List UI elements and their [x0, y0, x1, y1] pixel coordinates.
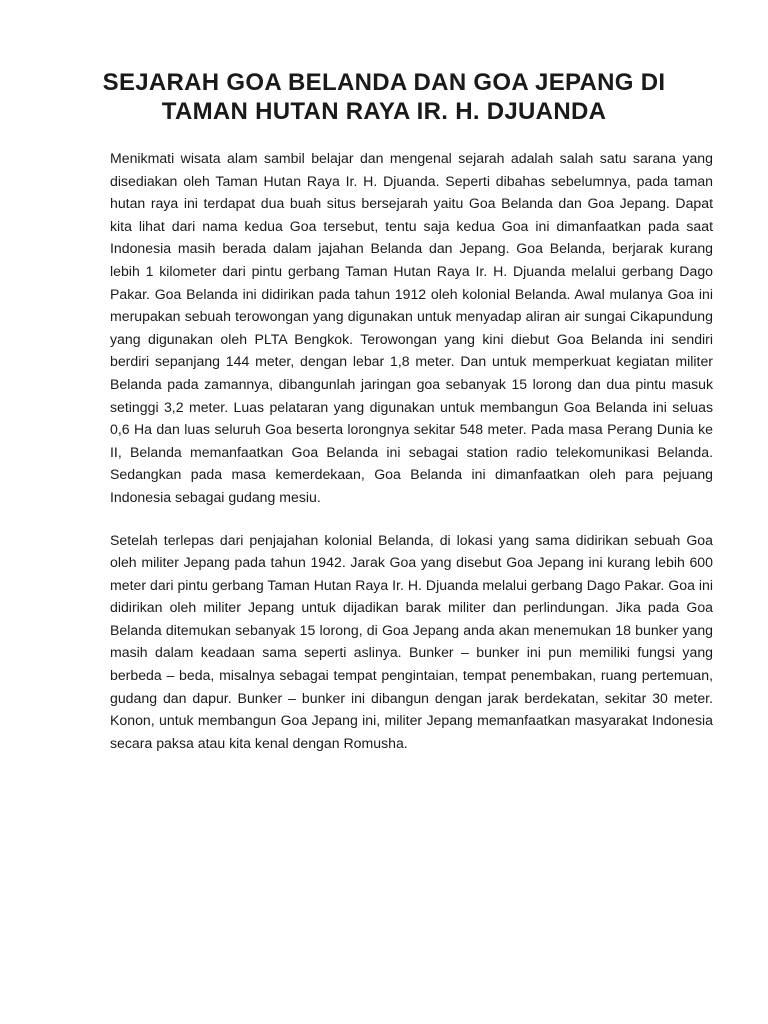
title-line-2: TAMAN HUTAN RAYA IR. H. DJUANDA	[161, 98, 607, 125]
paragraph-goa-jepang: Setelah terlepas dari penjajahan kolonial Belanda, di lokasi yang sama didirikan sebuah Goa oleh militer Jepang pada tahun 1942. Jarak Goa yang disebut Goa Jepang ini kurang lebih 600 meter dari pintu gerbang Taman Hutan Raya Ir. H. Djuanda melalui gerbang Dago Pakar. Goa ini didirikan oleh militer Jepang untuk dijadikan barak militer dan perlindungan. Jika pada Goa Belanda ditemukan sebanyak 15 lorong, di Goa Jepang anda akan menemukan 18 bunker yang masih dalam keadaan sama seperti aslinya. Bunker – bunker ini pun memiliki fungsi yang berbeda – beda, misalnya sebagai tempat pengintaian, tempat penembakan, ruang pertemuan, gudang dan dapur. Bunker – bunker ini dibangun dengan jarak berdekatan, sekitar 30 meter. Konon, untuk membangun Goa Jepang ini, militer Jepang memanfaatkan masyarakat Indonesia secara paksa atau kita kenal dengan Romusha.	[110, 531, 713, 751]
document-body	[110, 147, 713, 754]
paragraph-goa-belanda: Menikmati wisata alam sambil belajar dan mengenal sejarah adalah salah satu sarana yang disediakan oleh Taman Hutan Raya Ir. H. Djuanda. Seperti dibahas sebelumnya, pada taman hutan raya ini terdapat dua buah situs bersejarah yaitu Goa Belanda dan Goa Jepang. Dapat kita lihat dari nama kedua Goa tersebut, tentu saja kedua Goa ini dimanfaatkan pada saat Indonesia masih berada dalam jajahan Belanda dan Jepang. Goa Belanda, berjarak kurang lebih 1 kilometer dari pintu gerbang Taman Hutan Raya Ir. H. Djuanda melalui gerbang Dago Pakar. Goa Belanda ini didirikan pada tahun 1912 oleh kolonial Belanda. Awal mulanya Goa ini merupakan sebuah terowongan yang digunakan untuk menyadap aliran air sungai Cikapundung yang digunakan oleh PLTA Bengkok. Terowongan yang kini diebut Goa Belanda ini sendiri berdiri sepanjang 144 meter, dengan lebar 1,8 meter. Dan untuk memperkuat kegiatan militer Belanda pada zamannya, dibangunlah jaringan goa sebanyak 15 lorong dan dua pintu masuk setinggi 3,2 meter. Luas pelataran yang digunakan untuk membangun Goa Belanda ini seluas 0,6 Ha dan luas seluruh Goa beserta lorongnya sekitar 548 meter. Pada masa Perang Dunia ke II, Belanda memanfaatkan Goa Belanda ini sebagai station radio telekomunikasi Belanda. Sedangkan pada masa kemerdekaan, Goa Belanda ini dimanfaatkan oleh para pejuang Indonesia sebagai gudang mesiu.	[110, 150, 713, 505]
title-line-1: SEJARAH GOA BELANDA DAN GOA JEPANG DI	[102, 69, 666, 96]
document-title	[80, 68, 688, 126]
